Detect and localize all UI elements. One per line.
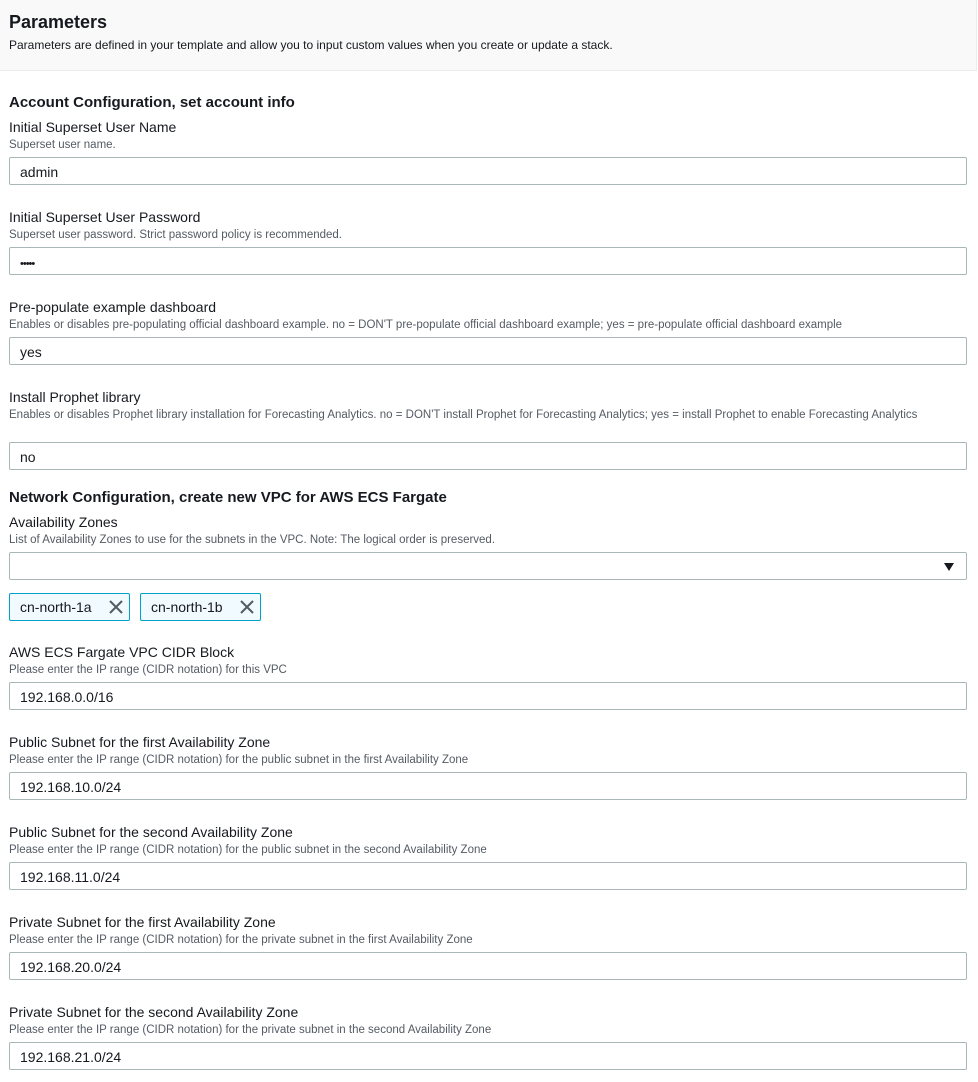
- private-subnet-1-label: Private Subnet for the first Availability Zone: [9, 914, 276, 930]
- parameters-header: [0, 0, 977, 71]
- vpc-cidr-label: AWS ECS Fargate VPC CIDR Block: [9, 644, 235, 660]
- private-subnet-1-value: 192.168.20.0/24: [20, 959, 122, 975]
- prophet-label: Install Prophet library: [9, 389, 141, 405]
- user-password-help: Superset user password. Strict password policy is recommended.: [9, 229, 343, 241]
- caret-down-icon: [944, 563, 954, 571]
- close-icon[interactable]: [240, 600, 254, 614]
- availability-zones-select[interactable]: [9, 552, 967, 580]
- account-section-title: Account Configuration, set account info: [9, 94, 295, 111]
- public-subnet-2-value: 192.168.11.0/24: [20, 869, 121, 885]
- vpc-cidr-value: 192.168.0.0/16: [20, 689, 114, 705]
- private-subnet-2-input[interactable]: [9, 1042, 967, 1070]
- user-name-input[interactable]: [9, 157, 967, 185]
- vpc-cidr-input[interactable]: [9, 682, 967, 710]
- token-label: cn-north-1a: [20, 599, 92, 615]
- public-subnet-2-help: Please enter the IP range (CIDR notation) for the public subnet in the second Availability Zone: [9, 844, 487, 856]
- vpc-cidr-help: Please enter the IP range (CIDR notation) for this VPC: [9, 664, 287, 676]
- public-subnet-1-input[interactable]: [9, 772, 967, 800]
- token-cn-north-1a: [9, 593, 130, 621]
- prophet-value: no: [20, 449, 36, 465]
- user-password-value: •••••: [20, 258, 35, 270]
- availability-zones-help: List of Availability Zones to use for the subnets in the VPC. Note: The logical order is preserved.: [9, 534, 496, 546]
- network-section-title: Network Configuration, create new VPC for AWS ECS Fargate: [9, 489, 447, 506]
- example-dashboard-value: yes: [20, 344, 42, 360]
- example-dashboard-input[interactable]: [9, 337, 967, 365]
- public-subnet-1-label: Public Subnet for the first Availability Zone: [9, 734, 271, 750]
- user-password-input[interactable]: [9, 247, 967, 275]
- availability-zones-label: Availability Zones: [9, 514, 118, 530]
- public-subnet-2-input[interactable]: [9, 862, 967, 890]
- close-icon[interactable]: [109, 600, 123, 614]
- token-label: cn-north-1b: [151, 599, 223, 615]
- public-subnet-1-value: 192.168.10.0/24: [20, 779, 122, 795]
- page-title: Parameters: [9, 12, 108, 32]
- private-subnet-1-input[interactable]: [9, 952, 967, 980]
- prophet-input[interactable]: [9, 442, 967, 470]
- private-subnet-1-help: Please enter the IP range (CIDR notation) for the private subnet in the first Availability Zone: [9, 934, 473, 946]
- example-dashboard-label: Pre-populate example dashboard: [9, 299, 217, 315]
- example-dashboard-help: Enables or disables pre-populating official dashboard example. no = DON'T pre-populate official dashboard example; yes = pre-populate official dashboard example: [9, 319, 843, 331]
- user-name-label: Initial Superset User Name: [9, 119, 177, 135]
- page-description: Parameters are defined in your template and allow you to input custom values when you create or update a stack.: [9, 38, 613, 52]
- public-subnet-1-help: Please enter the IP range (CIDR notation) for the public subnet in the first Availability Zone: [9, 754, 469, 766]
- user-name-value: admin: [20, 164, 59, 180]
- token-cn-north-1b: [140, 593, 261, 621]
- private-subnet-2-label: Private Subnet for the second Availability Zone: [9, 1004, 299, 1020]
- user-name-help: Superset user name.: [9, 139, 116, 151]
- user-password-label: Initial Superset User Password: [9, 209, 201, 225]
- private-subnet-2-help: Please enter the IP range (CIDR notation) for the private subnet in the second Availability Zone: [9, 1024, 492, 1036]
- public-subnet-2-label: Public Subnet for the second Availability Zone: [9, 824, 293, 840]
- prophet-help: Enables or disables Prophet library installation for Forecasting Analytics. no = DON'T install Prophet for Forecasting Analytics; yes = install Prophet to enable Forecasting Analytics: [9, 409, 918, 421]
- private-subnet-2-value: 192.168.21.0/24: [20, 1049, 122, 1065]
